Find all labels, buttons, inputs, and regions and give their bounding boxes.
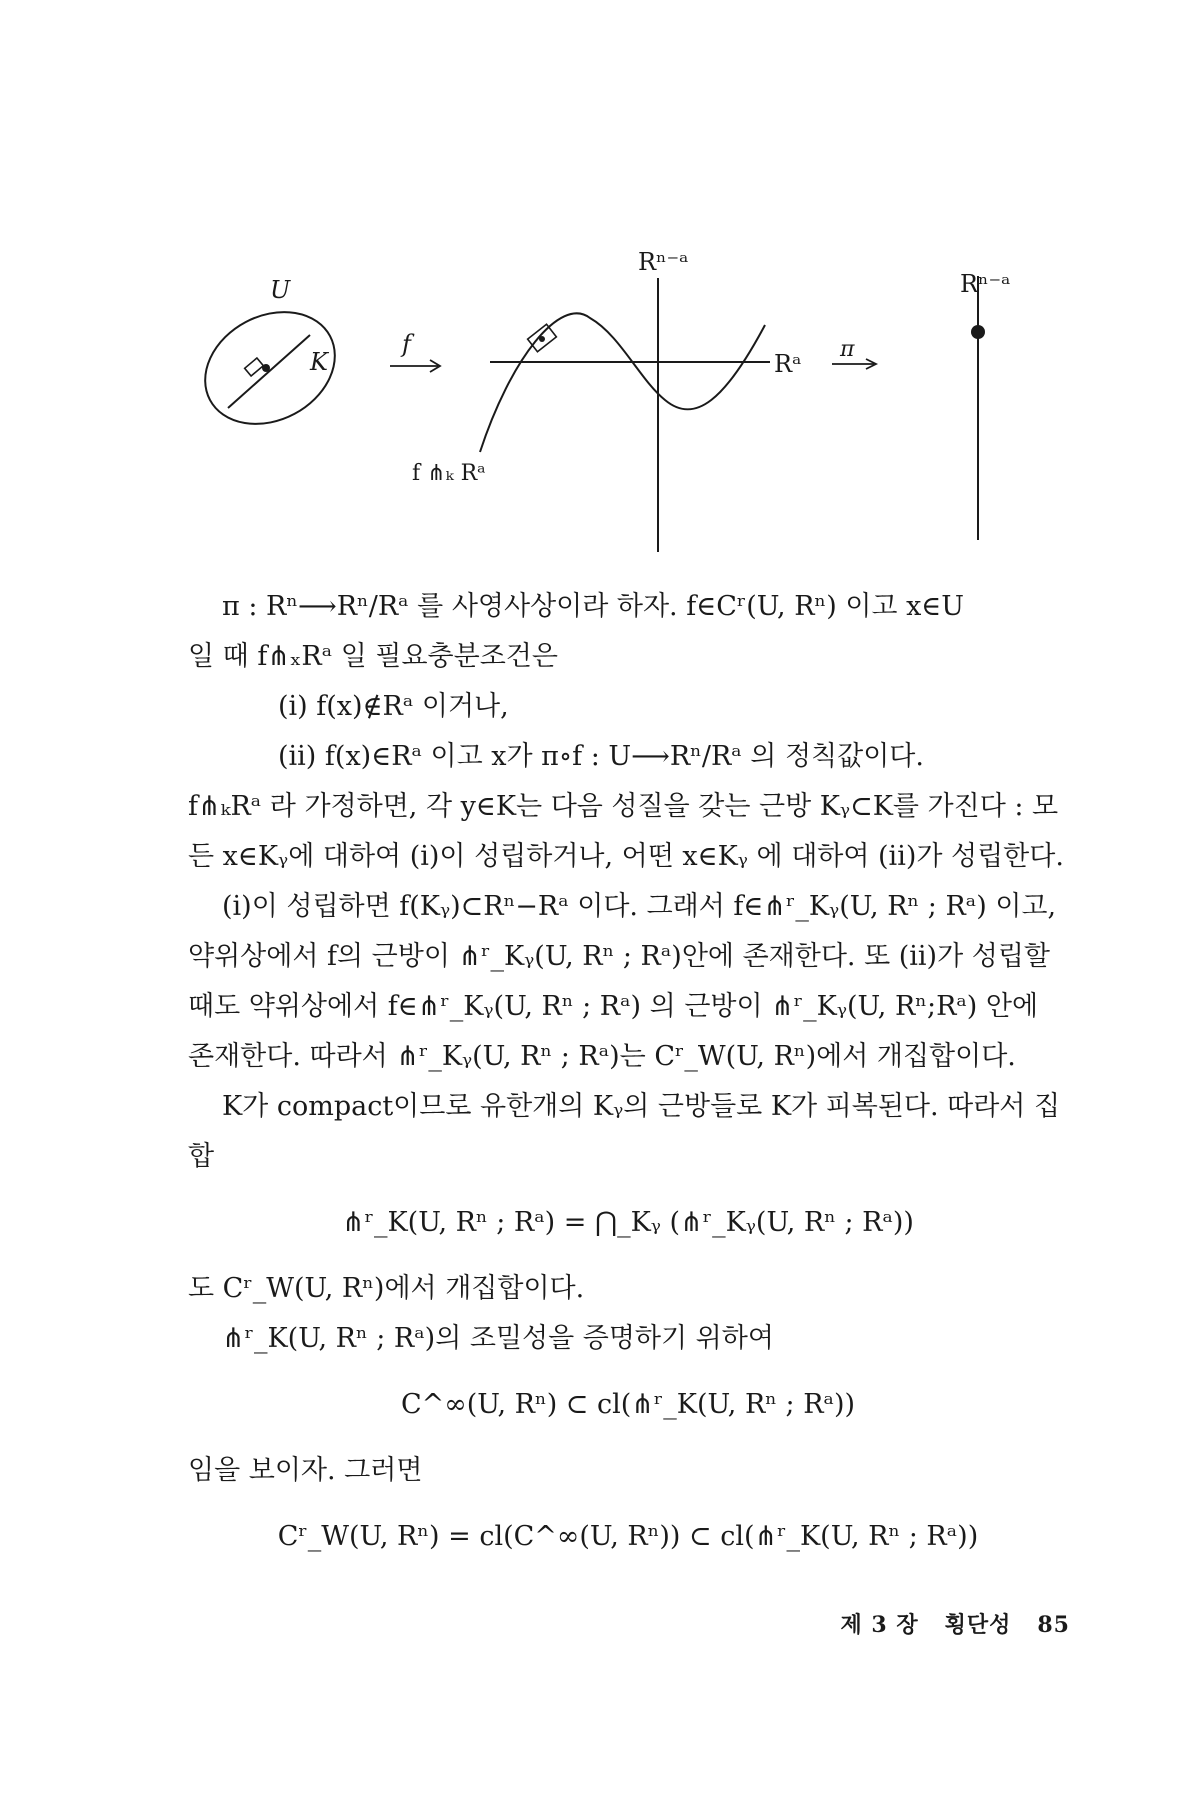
paragraph-show: 임을 보이자. 그러면 — [188, 1455, 423, 1486]
paragraph-open-conclusion: 도 Cʳ_W(U, Rⁿ)에서 개집합이다. — [188, 1273, 585, 1304]
label-pi: π — [840, 337, 855, 362]
point-quotient — [971, 325, 985, 339]
label-R-n-minus-a-right: Rⁿ⁻ᵃ — [960, 270, 1011, 298]
label-transversal: f ⋔ₖ Rᵃ — [412, 461, 486, 486]
paragraph-density: ⋔ʳ_K(U, Rⁿ ; Rᵃ)의 조밀성을 증명하기 위하여 — [222, 1323, 774, 1354]
curve-K — [228, 335, 310, 408]
paragraph-open-set: (i)이 성립하면 f(Kᵧ)⊂Rⁿ−Rᵃ 이다. 그래서 f∈⋔ʳ_Kᵧ(U, Rⁿ ; Rᵃ) 이고, 약위상에서 f의 근방이 ⋔ʳ_Kᵧ(U, Rⁿ ; Rᵃ)안에 존재한다. 또 (ii)가 성립할 때도 약위상에서 f∈⋔ʳ_Kᵧ(U, Rⁿ ; Rᵃ) 의 근방이 ⋔ʳ_Kᵧ(U, Rⁿ;Rᵃ) 안에 존재한다. 따라서 ⋔ʳ_Kᵧ(U, Rⁿ ; Rᵃ)는 Cʳ_W(U, Rⁿ)에서 개집합이다. — [188, 891, 1057, 1072]
condition-i: (i) f(x)∉Rᵃ 이거나, — [278, 691, 509, 722]
condition-ii: (ii) f(x)∈Rᵃ 이고 x가 π∘f : U⟶Rⁿ/Rᵃ 의 정칙값이다. — [278, 741, 924, 772]
paragraph-projection — [188, 582, 1068, 682]
equation-density: C^∞(U, Rⁿ) ⊂ cl(⋔ʳ_K(U, Rⁿ ; Rᵃ)) — [400, 1389, 856, 1420]
chapter-label: 제 3 장 — [840, 1612, 919, 1638]
label-R-a: Rᵃ — [774, 350, 802, 378]
point-x-left — [262, 364, 270, 372]
neighborhood-box-left — [245, 358, 264, 376]
label-R-n-minus-a-middle: Rⁿ⁻ᵃ — [638, 248, 689, 276]
point-image — [539, 336, 545, 342]
label-f: f — [402, 330, 411, 358]
transversality-figure — [190, 240, 1050, 570]
equation-closure: Cʳ_W(U, Rⁿ) = cl(C^∞(U, Rⁿ)) ⊂ cl(⋔ʳ_K(U, Rⁿ ; Rᵃ)) — [277, 1521, 979, 1552]
label-K: K — [310, 348, 328, 376]
body-text — [188, 582, 1068, 1562]
section-label: 횡단성 — [944, 1612, 1012, 1638]
label-U: U — [270, 276, 291, 304]
p1-line2: 일 때 f⋔ₓRᵃ 일 필요충분조건은 — [188, 641, 558, 672]
image-curve-f — [480, 313, 765, 452]
page-footer — [820, 1608, 1070, 1639]
paragraph-neighborhood: f⋔ₖRᵃ 라 가정하면, 각 y∈K는 다음 성질을 갖는 근방 Kᵧ⊂K를 가진다 : 모든 x∈Kᵧ에 대하여 (i)이 성립하거나, 어떤 x∈Kᵧ 에 대하여 (ii)가 성립한다. — [188, 791, 1064, 872]
page-number: 85 — [1037, 1612, 1070, 1638]
p1-line1: π : Rⁿ⟶Rⁿ/Rᵃ 를 사영사상이라 하자. f∈Cʳ(U, Rⁿ) 이고 x∈U — [222, 591, 965, 622]
paragraph-compact: K가 compact이므로 유한개의 Kᵧ의 근방들로 K가 피복된다. 따라서 집합 — [188, 1091, 1061, 1172]
equation-intersection: ⋔ʳ_K(U, Rⁿ ; Rᵃ) = ⋂_Kᵧ (⋔ʳ_Kᵧ(U, Rⁿ ; Rᵃ)) — [342, 1207, 914, 1238]
